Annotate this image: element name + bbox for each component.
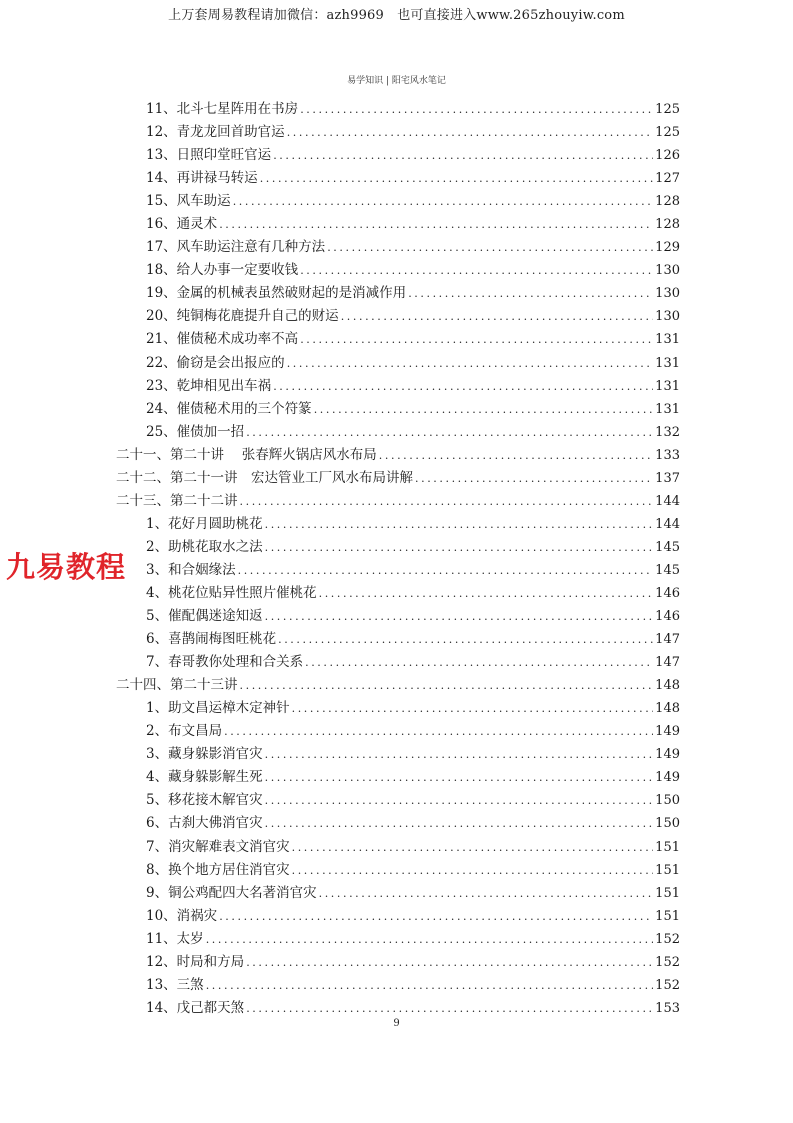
dot-leader — [265, 605, 654, 628]
header-watermark: 上万套周易教程请加微信：azh9969 也可直接进入www.265zhouyiw.com — [168, 8, 625, 23]
dot-leader — [246, 997, 653, 1020]
running-head: 易学知识 | 阳宅风水笔记 — [347, 76, 446, 86]
dot-leader — [292, 859, 654, 882]
toc-entry-page: 129 — [655, 240, 680, 256]
toc-entry-page: 149 — [655, 747, 680, 763]
toc-entry-title: 22、偷窃是会出报应的 — [146, 354, 285, 371]
toc-entry-title: 6、喜鹊闹梅图旺桃花 — [146, 631, 277, 648]
toc-section-entry[interactable] — [116, 882, 680, 905]
toc-section-entry[interactable] — [116, 928, 680, 951]
toc-entry-title: 11、太岁 — [146, 930, 204, 947]
dot-leader — [319, 882, 654, 905]
toc-section-entry[interactable] — [116, 98, 680, 121]
dot-leader — [240, 490, 654, 513]
dot-leader — [219, 905, 653, 928]
toc-entry-title: 23、乾坤相见出车祸 — [146, 377, 272, 394]
dot-leader — [224, 720, 653, 743]
toc-entry-page: 148 — [655, 678, 680, 694]
toc-section-entry[interactable] — [116, 836, 680, 859]
toc-entry-page: 131 — [655, 401, 680, 417]
toc-entry-page: 149 — [655, 770, 680, 786]
toc-entry-page: 130 — [655, 309, 680, 325]
toc-entry-page: 130 — [655, 263, 680, 279]
toc-section-entry[interactable] — [116, 628, 680, 651]
toc-entry-title: 7、春哥教你处理和合关系 — [146, 654, 304, 671]
toc-section-entry[interactable] — [116, 559, 680, 582]
toc-entry-page: 131 — [655, 378, 680, 394]
toc-section-entry[interactable] — [116, 375, 680, 398]
dot-leader — [265, 536, 654, 559]
toc-section-entry[interactable] — [116, 951, 680, 974]
dot-leader — [319, 582, 654, 605]
toc-entry-title: 19、金属的机械表虽然破财起的是消减作用 — [146, 285, 407, 302]
dot-leader — [314, 398, 653, 421]
toc-entry-page: 150 — [655, 793, 680, 809]
toc-entry-title: 21、催债秘术成功率不高 — [146, 331, 299, 348]
toc-entry-title: 5、移花接木解官灾 — [146, 792, 263, 809]
toc-entry-title: 12、时局和方局 — [146, 953, 245, 970]
toc-entry-page: 153 — [655, 1000, 680, 1016]
toc-section-entry[interactable] — [116, 859, 680, 882]
toc-section-entry[interactable] — [116, 766, 680, 789]
toc-section-entry[interactable] — [116, 236, 680, 259]
toc-entry-title: 8、换个地方居住消官灾 — [146, 861, 290, 878]
dot-leader — [305, 651, 653, 674]
toc-section-entry[interactable] — [116, 697, 680, 720]
toc-entry-title: 4、藏身躲影解生死 — [146, 769, 263, 786]
toc-section-entry[interactable] — [116, 190, 680, 213]
page-number: 9 — [393, 1018, 400, 1029]
toc-entry-title: 13、日照印堂旺官运 — [146, 147, 272, 164]
toc-chapter-entry[interactable] — [116, 467, 680, 490]
toc-entry-page: 144 — [655, 493, 680, 509]
toc-section-entry[interactable] — [116, 121, 680, 144]
toc-section-entry[interactable] — [116, 352, 680, 375]
toc-entry-page: 125 — [655, 125, 680, 141]
toc-entry-title: 二十一、第二十讲 张春辉火锅店风水布局 — [116, 446, 377, 463]
dot-leader — [233, 190, 653, 213]
dot-leader — [246, 421, 653, 444]
dot-leader — [327, 236, 653, 259]
toc-chapter-entry[interactable] — [116, 490, 680, 513]
toc-entry-page: 151 — [655, 862, 680, 878]
toc-entry-title: 12、青龙龙回首助官运 — [146, 124, 285, 141]
brand-stamp: 九易教程 — [6, 550, 127, 584]
toc-entry-title: 9、铜公鸡配四大名著消官灾 — [146, 884, 317, 901]
dot-leader — [265, 513, 654, 536]
toc-section-entry[interactable] — [116, 305, 680, 328]
dot-leader — [273, 144, 653, 167]
toc-entry-page: 147 — [655, 655, 680, 671]
toc-entry-page: 150 — [655, 816, 680, 832]
toc-entry-page: 133 — [655, 447, 680, 463]
toc-entry-page: 147 — [655, 632, 680, 648]
toc-entry-title: 14、戊己都天煞 — [146, 999, 245, 1016]
dot-leader — [415, 467, 653, 490]
toc-entry-title: 3、藏身躲影消官灾 — [146, 746, 263, 763]
toc-section-entry[interactable] — [116, 167, 680, 190]
toc-entry-page: 152 — [655, 977, 680, 993]
toc-entry-page: 152 — [655, 931, 680, 947]
toc-entry-title: 二十四、第二十三讲 — [116, 677, 238, 694]
dot-leader — [265, 789, 654, 812]
dot-leader — [265, 766, 654, 789]
toc-chapter-entry[interactable] — [116, 444, 680, 467]
toc-section-entry[interactable] — [116, 905, 680, 928]
toc-section-entry[interactable] — [116, 789, 680, 812]
toc-entry-page: 149 — [655, 724, 680, 740]
toc-entry-page: 132 — [655, 424, 680, 440]
toc-section-entry[interactable] — [116, 282, 680, 305]
toc-entry-page: 148 — [655, 701, 680, 717]
toc-entry-page: 131 — [655, 332, 680, 348]
dot-leader — [240, 674, 654, 697]
toc-entry-title: 11、北斗七星阵用在书房 — [146, 101, 299, 117]
toc-entry-title: 3、和合姻缘法 — [146, 561, 236, 578]
dot-leader — [287, 352, 653, 375]
toc-entry-title: 4、桃花位贴异性照片催桃花 — [146, 584, 317, 601]
toc-section-entry[interactable] — [116, 651, 680, 674]
toc-entry-page: 145 — [655, 539, 680, 555]
dot-leader — [300, 98, 653, 121]
toc-entry-page: 151 — [655, 885, 680, 901]
toc-section-entry[interactable] — [116, 605, 680, 628]
toc-entry-title: 18、给人办事一定要收钱 — [146, 262, 299, 279]
toc-entry-title: 25、催债加一招 — [146, 423, 245, 440]
toc-section-entry[interactable] — [116, 536, 680, 559]
dot-leader — [246, 951, 653, 974]
toc-section-entry[interactable] — [116, 997, 680, 1020]
dot-leader — [292, 836, 654, 859]
toc-entry-title: 7、消灾解难表文消官灾 — [146, 838, 290, 855]
toc-entry-page: 125 — [655, 102, 680, 117]
dot-leader — [379, 444, 653, 467]
toc-entry-title: 1、花好月圆助桃花 — [146, 515, 263, 532]
dot-leader — [300, 259, 653, 282]
toc-entry-page: 128 — [655, 217, 680, 233]
toc-section-entry[interactable] — [116, 421, 680, 444]
toc-entry-page: 130 — [655, 286, 680, 302]
toc-section-entry[interactable] — [116, 144, 680, 167]
toc-section-entry[interactable] — [116, 743, 680, 766]
toc-entry-page: 128 — [655, 194, 680, 210]
toc-entry-page: 146 — [655, 609, 680, 625]
dot-leader — [292, 697, 654, 720]
dot-leader — [238, 559, 654, 582]
toc-entry-title: 2、助桃花取水之法 — [146, 538, 263, 555]
toc-entry-title: 10、消祸灾 — [146, 907, 218, 924]
toc-chapter-entry[interactable] — [116, 674, 680, 697]
toc-section-entry[interactable] — [116, 812, 680, 835]
dot-leader — [265, 743, 654, 766]
dot-leader — [341, 305, 653, 328]
toc-entry-page: 146 — [655, 585, 680, 601]
toc-entry-title: 15、风车助运 — [146, 193, 231, 210]
toc-section-entry[interactable] — [116, 328, 680, 351]
toc-entry-title: 24、催债秘术用的三个符篆 — [146, 400, 312, 417]
dot-leader — [287, 121, 653, 144]
toc-entry-title: 5、催配偶迷途知返 — [146, 608, 263, 625]
toc-entry-page: 127 — [655, 171, 680, 187]
toc-entry-page: 144 — [655, 516, 680, 532]
toc-section-entry[interactable] — [116, 582, 680, 605]
dot-leader — [206, 928, 653, 951]
toc-entry-page: 137 — [655, 470, 680, 486]
toc-entry-title: 17、风车助运注意有几种方法 — [146, 239, 326, 256]
dot-leader — [265, 812, 654, 835]
toc-entry-page: 151 — [655, 908, 680, 924]
table-of-contents — [116, 98, 680, 1020]
toc-entry-title: 二十三、第二十二讲 — [116, 492, 238, 509]
toc-section-entry[interactable] — [116, 259, 680, 282]
toc-entry-page: 151 — [655, 839, 680, 855]
toc-section-entry[interactable] — [116, 213, 680, 236]
toc-entry-title: 6、古刹大佛消官灾 — [146, 815, 263, 832]
dot-leader — [219, 213, 653, 236]
dot-leader — [260, 167, 653, 190]
dot-leader — [408, 282, 653, 305]
toc-entry-title: 2、布文昌局 — [146, 723, 223, 740]
toc-entry-page: 126 — [655, 148, 680, 164]
toc-entry-title: 1、助文昌运樟木定神针 — [146, 700, 290, 717]
toc-entry-page: 145 — [655, 562, 680, 578]
dot-leader — [206, 974, 653, 997]
toc-section-entry[interactable] — [116, 398, 680, 421]
toc-section-entry[interactable] — [116, 720, 680, 743]
dot-leader — [278, 628, 653, 651]
toc-entry-title: 16、通灵术 — [146, 216, 218, 233]
toc-entry-page: 131 — [655, 355, 680, 371]
toc-entry-page: 152 — [655, 954, 680, 970]
toc-entry-title: 13、三煞 — [146, 976, 204, 993]
dot-leader — [300, 328, 653, 351]
toc-entry-title: 14、再讲禄马转运 — [146, 170, 258, 187]
toc-section-entry[interactable] — [116, 974, 680, 997]
dot-leader — [273, 375, 653, 398]
toc-section-entry[interactable] — [116, 513, 680, 536]
toc-entry-title: 二十二、第二十一讲 宏达管业工厂风水布局讲解 — [116, 469, 413, 486]
toc-entry-title: 20、纯铜梅花鹿提升自己的财运 — [146, 308, 339, 325]
